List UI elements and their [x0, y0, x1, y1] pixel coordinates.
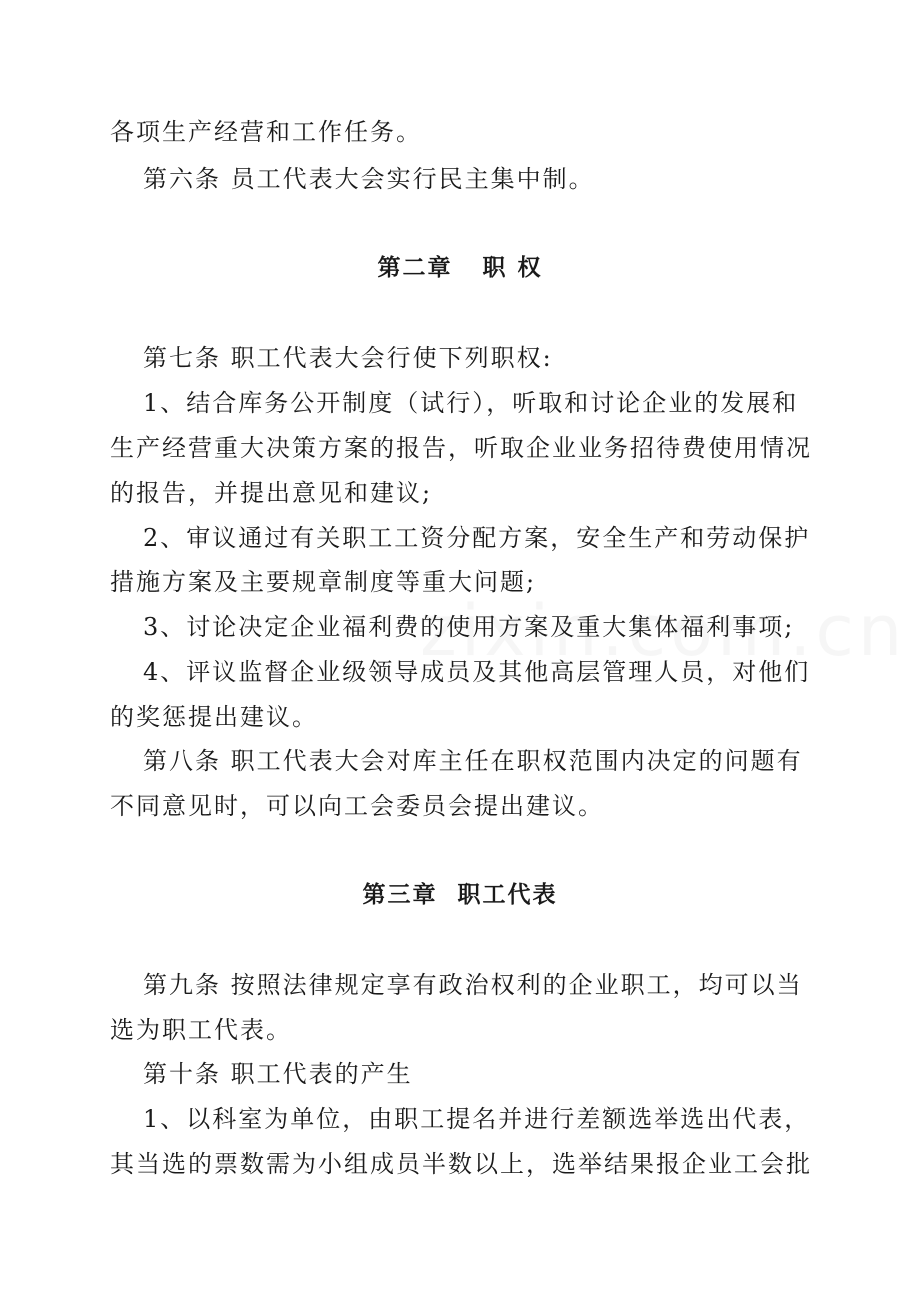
paragraph-line: 选为职工代表。 [110, 1016, 292, 1044]
chapter-2-heading: 第二章 职 权 [377, 255, 543, 281]
paragraph-line: 措施方案及主要规章制度等重大问题; [110, 568, 537, 596]
paragraph-line: 1、结合库务公开制度（试行），听取和讨论企业的发展和 [143, 389, 799, 417]
article-10: 第十条 职工代表的产生 [143, 1060, 413, 1088]
paragraph-line: 2、审议通过有关职工工资分配方案，安全生产和劳动保护 [143, 524, 811, 552]
article-8: 第八条 职工代表大会对库主任在职权范围内决定的问题有 [143, 747, 803, 775]
article-9: 第九条 按照法律规定享有政治权利的企业职工，均可以当 [143, 971, 803, 999]
article-6: 第六条 员工代表大会实行民主集中制。 [143, 165, 595, 193]
chapter-3-heading: 第三章 职工代表 [362, 882, 558, 908]
paragraph-line: 3、讨论决定企业福利费的使用方案及重大集体福利事项; [143, 613, 795, 641]
paragraph-line: 的奖惩提出建议。 [110, 703, 318, 731]
paragraph-line: 的报告，并提出意见和建议; [110, 479, 433, 507]
article-7: 第七条 职工代表大会行使下列职权: [143, 344, 553, 372]
paragraph-line: 其当选的票数需为小组成员半数以上，选举结果报企业工会批 [110, 1150, 812, 1178]
paragraph-line: 4、评议监督企业级领导成员及其他高层管理人员，对他们 [143, 658, 811, 686]
paragraph-line: 各项生产经营和工作任务。 [110, 118, 422, 146]
paragraph-line: 不同意见时，可以向工会委员会提出建议。 [110, 792, 604, 820]
paragraph-line: 1、以科室为单位，由职工提名并进行差额选举选出代表， [143, 1105, 811, 1133]
paragraph-line: 生产经营重大决策方案的报告，听取企业业务招待费使用情况 [110, 434, 812, 462]
